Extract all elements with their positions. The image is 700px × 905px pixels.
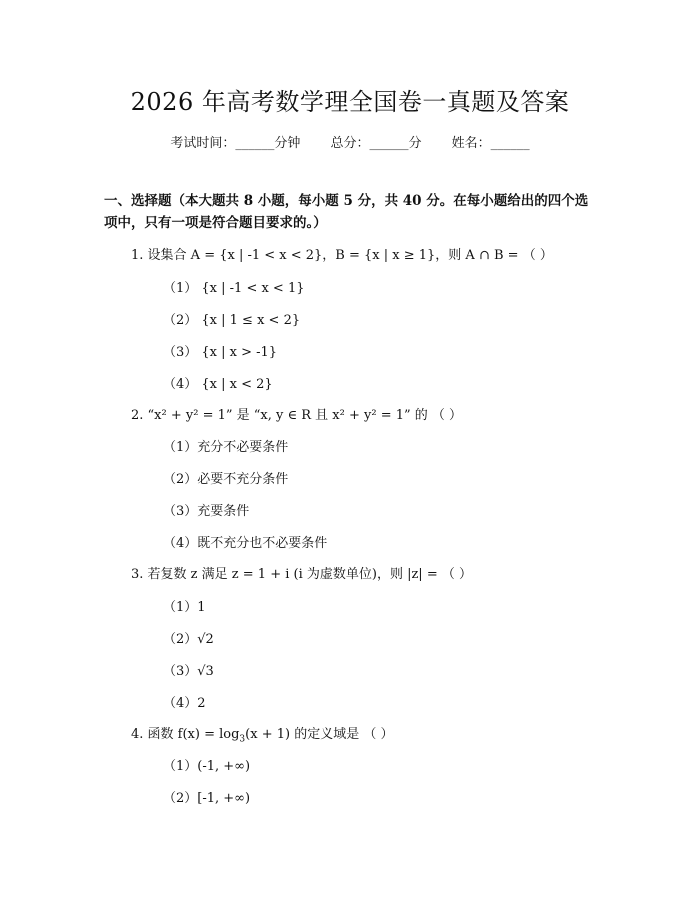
question-4-stem-prefix: 4. 函数 f(x) = log xyxy=(131,727,240,742)
question-1-option-2: （2） {x | 1 ≤ x < 2} xyxy=(163,313,301,328)
question-2-option-1: （1）充分不必要条件 xyxy=(163,440,289,455)
question-1-option-1: （1） {x | -1 < x < 1} xyxy=(163,281,305,296)
question-3-option-4: （4）2 xyxy=(163,696,206,711)
question-2-option-3: （3）充要条件 xyxy=(163,504,250,519)
student-name-field: 姓名：______ xyxy=(451,136,530,151)
question-2-option-2: （2）必要不充分条件 xyxy=(163,472,289,487)
question-4-option-2: （2）[-1, +∞) xyxy=(163,791,251,806)
question-4-stem-suffix: (x + 1) 的定义域是 （ ） xyxy=(245,727,394,742)
total-score-field: 总分：______分 xyxy=(330,136,422,151)
question-4-option-1: （1）(-1, +∞) xyxy=(163,759,251,774)
question-1-option-3: （3） {x | x > -1} xyxy=(163,345,278,360)
question-3-option-2: （2）√2 xyxy=(163,632,214,647)
question-1-option-4: （4） {x | x < 2} xyxy=(163,377,273,392)
question-1-stem: 1. 设集合 A = {x | -1 < x < 2}，B = {x | x ≥ 1}，则 A ∩ B = （ ） xyxy=(131,248,553,263)
exam-time-field: 考试时间：______分钟 xyxy=(170,136,301,151)
log-base: 3 xyxy=(239,734,246,745)
question-2-stem: 2. “x² + y² = 1” 是 “x, y ∈ R 且 x² + y² = 1” 的 （ ） xyxy=(131,408,463,423)
question-3-option-1: （1）1 xyxy=(163,600,206,615)
page-title: 2026 年高考数学理全国卷一真题及答案 xyxy=(130,88,570,116)
exam-info-line xyxy=(0,132,700,151)
question-4-stem xyxy=(131,723,393,745)
section-heading-choice: 一、选择题（本大题共 8 小题，每小题 5 分，共 40 分。在每小题给出的四个选项中，只有一项是符合题目要求的。） xyxy=(104,193,589,231)
question-3-option-3: （3）√3 xyxy=(163,664,214,679)
question-3-stem: 3. 若复数 z 满足 z = 1 + i (i 为虚数单位)，则 |z| = （ ） xyxy=(131,567,472,582)
question-2-option-4: （4）既不充分也不必要条件 xyxy=(163,536,328,551)
